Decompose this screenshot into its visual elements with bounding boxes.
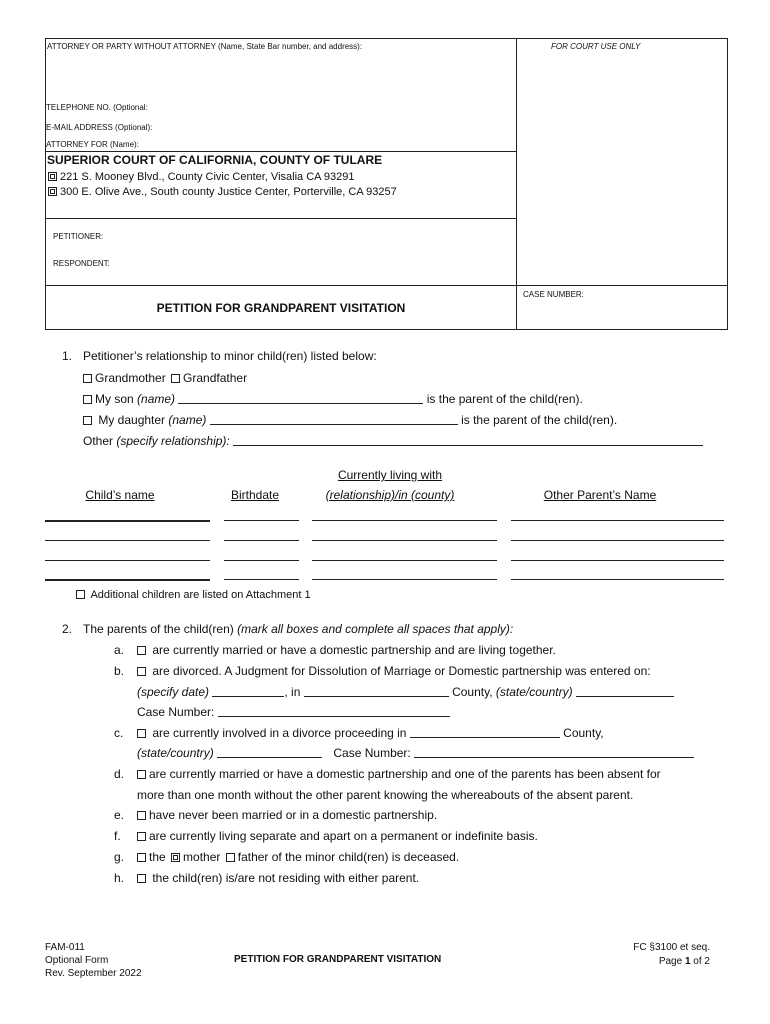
item2c-details: (state/country) Case Number: xyxy=(137,746,694,760)
item2g-father-checkbox[interactable] xyxy=(226,853,235,862)
living-field-1[interactable] xyxy=(312,520,497,521)
item2f-letter: f. xyxy=(114,829,121,843)
item2d-letter: d. xyxy=(114,767,125,781)
item2g-checkbox[interactable] xyxy=(137,853,146,862)
attachment-checkbox[interactable] xyxy=(76,590,85,599)
respondent-label: RESPONDENT: xyxy=(53,259,110,268)
footer-form-id: FAM-011 Optional Form Rev. September 2022 xyxy=(45,942,142,979)
item2b-county-field[interactable] xyxy=(304,686,449,697)
daughter-name-field[interactable] xyxy=(210,414,458,425)
living-field-2[interactable] xyxy=(312,540,497,541)
attorney-label: ATTORNEY OR PARTY WITHOUT ATTORNEY (Name, State Bar number, and address): xyxy=(47,42,363,51)
item2g-mother-checkbox[interactable] xyxy=(171,853,180,862)
son-checkbox[interactable] xyxy=(83,395,92,404)
item2b-case: Case Number: xyxy=(137,705,450,719)
grandparent-row: Grandmother Grandfather xyxy=(83,371,247,385)
child-name-field-3[interactable] xyxy=(45,560,210,561)
daughter-checkbox[interactable] xyxy=(83,416,92,425)
col-child-name: Child’s name xyxy=(85,488,155,502)
item2e-row: have never been married or in a domestic partnership. xyxy=(137,808,437,822)
other-parent-field-3[interactable] xyxy=(511,560,724,561)
court-name: SUPERIOR COURT OF CALIFORNIA, COUNTY OF TULARE xyxy=(47,153,383,167)
item2e-letter: e. xyxy=(114,808,125,822)
col-other-parent: Other Parent’s Name xyxy=(543,488,657,502)
case-number-label: CASE NUMBER: xyxy=(523,290,584,299)
item2b-details: (specify date) , in County, (state/country) xyxy=(137,685,674,699)
other-row: Other (specify relationship): xyxy=(83,434,703,448)
daughter-row: My daughter (name) is the parent of the child(ren). xyxy=(83,413,617,427)
other-parent-field-4[interactable] xyxy=(511,579,724,580)
item2f-checkbox[interactable] xyxy=(137,832,146,841)
footer-title: PETITION FOR GRANDPARENT VISITATION xyxy=(234,954,442,965)
birthdate-field-4[interactable] xyxy=(224,579,299,580)
item2b-date-field[interactable] xyxy=(212,686,284,697)
item2g-row: the mother father of the minor child(ren) is deceased. xyxy=(137,850,459,864)
item2a-row: are currently married or have a domestic partnership and are living together. xyxy=(137,643,556,657)
item2d-checkbox[interactable] xyxy=(137,770,146,779)
child-name-field-4[interactable] xyxy=(45,579,210,581)
item2h-letter: h. xyxy=(114,871,125,885)
attorney-for-label: ATTORNEY FOR (Name): xyxy=(46,140,139,149)
col-living-line1: Currently living with xyxy=(337,468,443,482)
item2b-row: are divorced. A Judgment for Dissolution of Marriage or Domestic partnership was entered on: xyxy=(137,664,651,678)
item2c-checkbox[interactable] xyxy=(137,729,146,738)
email-label: E-MAIL ADDRESS (Optional): xyxy=(46,123,153,132)
item2b-state-field[interactable] xyxy=(576,686,674,697)
item2-number: 2. xyxy=(62,622,73,636)
other-parent-field-2[interactable] xyxy=(511,540,724,541)
item2b-case-field[interactable] xyxy=(218,706,450,717)
court-address-2: 300 E. Olive Ave., South county Justice Center, Porterville, CA 93257 xyxy=(48,186,397,198)
other-relationship-field[interactable] xyxy=(233,435,703,446)
item2-heading: The parents of the child(ren) (mark all boxes and complete all spaces that apply): xyxy=(83,622,514,636)
item1-number: 1. xyxy=(62,349,73,363)
item2d-row2: more than one month without the other parent knowing the whereabouts of the absent parent. xyxy=(137,788,634,802)
item2e-checkbox[interactable] xyxy=(137,811,146,820)
living-field-3[interactable] xyxy=(312,560,497,561)
col-birthdate: Birthdate xyxy=(230,488,280,502)
item2c-case-field[interactable] xyxy=(414,747,694,758)
birthdate-field-3[interactable] xyxy=(224,560,299,561)
item1-heading: Petitioner’s relationship to minor child(ren) listed below: xyxy=(83,349,377,363)
child-name-field-2[interactable] xyxy=(45,540,210,541)
item2c-letter: c. xyxy=(114,726,124,740)
item2f-row: are currently living separate and apart on a permanent or indefinite basis. xyxy=(137,829,538,843)
item2c-county-field[interactable] xyxy=(410,727,560,738)
item2c-state-field[interactable] xyxy=(217,747,322,758)
grandmother-checkbox[interactable] xyxy=(83,374,92,383)
page-number: Page 1 of 2 xyxy=(658,956,710,967)
child-name-field-1[interactable] xyxy=(45,520,210,522)
court-use-label: FOR COURT USE ONLY xyxy=(551,42,641,51)
form-title: PETITION FOR GRANDPARENT VISITATION xyxy=(156,301,406,315)
item2a-checkbox[interactable] xyxy=(137,646,146,655)
item2b-letter: b. xyxy=(114,664,125,678)
son-row: My son (name) is the parent of the child(ren). xyxy=(83,392,583,406)
footer-code: FC §3100 et seq. Page 1 of 2 xyxy=(580,941,710,969)
attachment-row: Additional children are listed on Attachment 1 xyxy=(76,589,311,601)
court-use-box xyxy=(516,38,728,286)
col-living-line2: (relationship)/in (county) xyxy=(325,488,455,502)
court-address-1: 221 S. Mooney Blvd., County Civic Center, Visalia CA 93291 xyxy=(48,171,355,183)
address-1-checkbox[interactable] xyxy=(48,172,57,181)
item2h-row: the child(ren) is/are not residing with either parent. xyxy=(137,871,419,885)
item2a-letter: a. xyxy=(114,643,125,657)
living-field-4[interactable] xyxy=(312,579,497,580)
attorney-box xyxy=(45,38,517,152)
grandfather-checkbox[interactable] xyxy=(171,374,180,383)
item2g-letter: g. xyxy=(114,850,125,864)
parties-box xyxy=(45,218,517,286)
telephone-label: TELEPHONE NO. (Optional: xyxy=(46,103,148,112)
item2d-row: are currently married or have a domestic partnership and one of the parents has been absent for xyxy=(137,767,661,781)
petitioner-label: PETITIONER: xyxy=(53,232,104,241)
address-2-checkbox[interactable] xyxy=(48,187,57,196)
other-parent-field-1[interactable] xyxy=(511,520,724,521)
birthdate-field-1[interactable] xyxy=(224,520,299,521)
item2b-checkbox[interactable] xyxy=(137,667,146,676)
son-name-field[interactable] xyxy=(178,393,423,404)
item2h-checkbox[interactable] xyxy=(137,874,146,883)
item2c-row: are currently involved in a divorce proceeding in County, xyxy=(137,726,604,740)
birthdate-field-2[interactable] xyxy=(224,540,299,541)
